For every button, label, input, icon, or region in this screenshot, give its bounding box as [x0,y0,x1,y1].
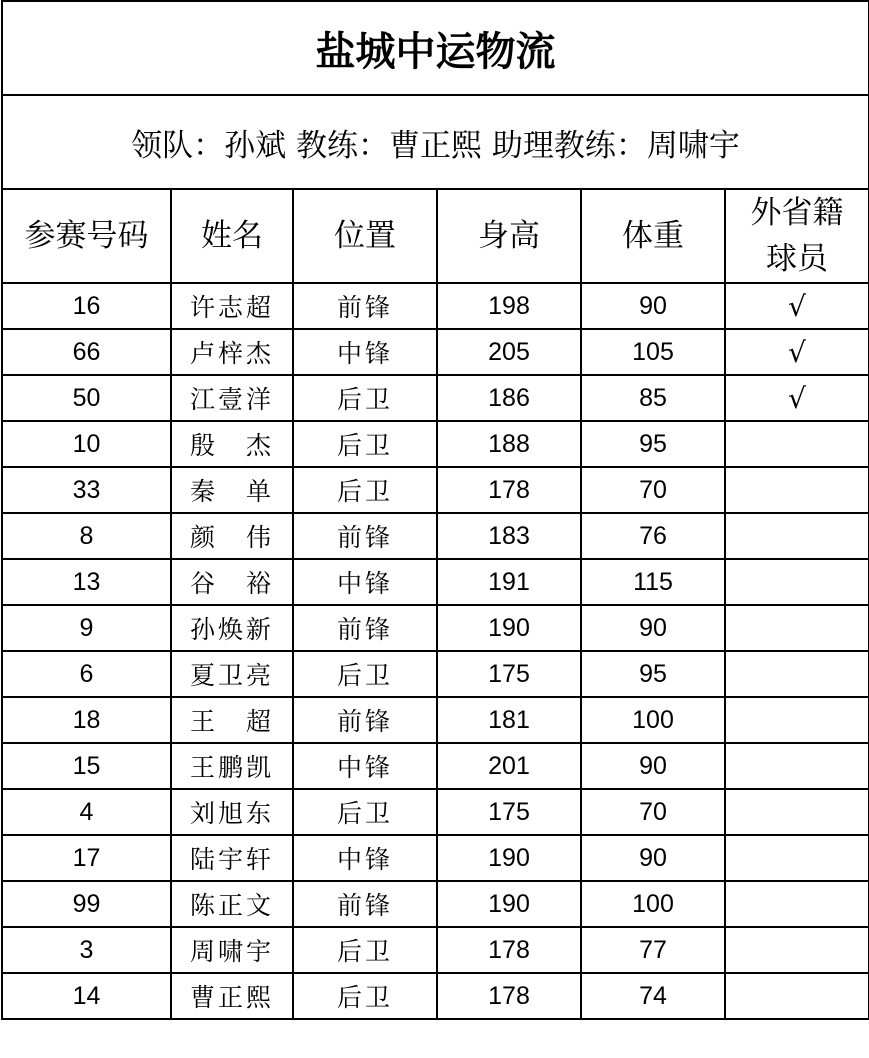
cell-position: 前锋 [293,881,437,927]
cell-number: 17 [2,835,171,881]
cell-position: 中锋 [293,559,437,605]
cell-out-of-province [725,467,869,513]
cell-weight: 70 [581,789,725,835]
cell-height: 178 [437,927,581,973]
cell-number: 15 [2,743,171,789]
cell-out-of-province [725,421,869,467]
cell-name: 陈正文 [171,881,293,927]
cell-weight: 100 [581,881,725,927]
cell-name: 卢梓杰 [171,329,293,375]
cell-weight: 90 [581,743,725,789]
cell-position: 中锋 [293,329,437,375]
table-row [2,605,869,651]
cell-position: 后卫 [293,789,437,835]
table-row [2,421,869,467]
cell-number: 66 [2,329,171,375]
cell-position: 后卫 [293,973,437,1019]
table-row [2,789,869,835]
cell-out-of-province: √ [725,283,869,329]
table-row [2,283,869,329]
cell-number: 18 [2,697,171,743]
table-row [2,559,869,605]
cell-out-of-province [725,927,869,973]
table-row [2,467,869,513]
cell-position: 前锋 [293,513,437,559]
cell-position: 前锋 [293,697,437,743]
cell-out-of-province [725,789,869,835]
cell-name: 谷 裕 [171,559,293,605]
cell-weight: 90 [581,835,725,881]
cell-name: 许志超 [171,283,293,329]
cell-weight: 77 [581,927,725,973]
cell-out-of-province [725,651,869,697]
cell-position: 前锋 [293,605,437,651]
staff-row [2,95,869,189]
cell-height: 178 [437,973,581,1019]
table-row [2,927,869,973]
cell-number: 6 [2,651,171,697]
cell-name: 江壹洋 [171,375,293,421]
cell-weight: 90 [581,605,725,651]
table-row [2,375,869,421]
cell-name: 曹正熙 [171,973,293,1019]
title-row [2,1,869,95]
cell-height: 190 [437,605,581,651]
staff-line: 领队：孙斌 教练：曹正熙 助理教练：周啸宇 [2,95,869,189]
cell-weight: 74 [581,973,725,1019]
cell-height: 190 [437,835,581,881]
table-row [2,329,869,375]
table-row [2,881,869,927]
cell-name: 陆宇轩 [171,835,293,881]
cell-position: 前锋 [293,283,437,329]
cell-name: 颜 伟 [171,513,293,559]
cell-out-of-province: √ [725,329,869,375]
cell-number: 33 [2,467,171,513]
cell-height: 183 [437,513,581,559]
table-row [2,651,869,697]
cell-number: 16 [2,283,171,329]
cell-height: 175 [437,651,581,697]
cell-name: 夏卫亮 [171,651,293,697]
header-out-of-province [725,189,869,283]
cell-height: 205 [437,329,581,375]
header-height: 身高 [437,189,581,283]
cell-position: 后卫 [293,927,437,973]
cell-position: 中锋 [293,835,437,881]
cell-height: 191 [437,559,581,605]
cell-weight: 115 [581,559,725,605]
cell-number: 13 [2,559,171,605]
cell-out-of-province [725,559,869,605]
cell-out-of-province: √ [725,375,869,421]
header-row [2,189,869,283]
cell-number: 9 [2,605,171,651]
cell-height: 181 [437,697,581,743]
cell-number: 8 [2,513,171,559]
header-out-of-province-label: 外省籍球员 [750,195,844,277]
cell-weight: 95 [581,421,725,467]
cell-name: 刘旭东 [171,789,293,835]
header-name: 姓名 [171,189,293,283]
cell-height: 188 [437,421,581,467]
cell-name: 王 超 [171,697,293,743]
table-row [2,697,869,743]
cell-name: 周啸宇 [171,927,293,973]
cell-weight: 100 [581,697,725,743]
cell-out-of-province [725,881,869,927]
cell-name: 孙焕新 [171,605,293,651]
cell-out-of-province [725,513,869,559]
table-row [2,513,869,559]
cell-number: 50 [2,375,171,421]
cell-weight: 85 [581,375,725,421]
cell-name: 王鹏凯 [171,743,293,789]
cell-weight: 105 [581,329,725,375]
cell-out-of-province [725,973,869,1019]
table-row [2,835,869,881]
cell-name: 秦 单 [171,467,293,513]
cell-number: 4 [2,789,171,835]
cell-height: 190 [437,881,581,927]
cell-number: 99 [2,881,171,927]
header-number: 参赛号码 [2,189,171,283]
cell-position: 后卫 [293,375,437,421]
cell-position: 后卫 [293,651,437,697]
cell-out-of-province [725,835,869,881]
cell-height: 186 [437,375,581,421]
cell-number: 3 [2,927,171,973]
cell-weight: 70 [581,467,725,513]
cell-position: 后卫 [293,467,437,513]
cell-out-of-province [725,697,869,743]
cell-height: 175 [437,789,581,835]
cell-number: 14 [2,973,171,1019]
cell-out-of-province [725,743,869,789]
table-row [2,743,869,789]
cell-name: 殷 杰 [171,421,293,467]
cell-number: 10 [2,421,171,467]
cell-height: 201 [437,743,581,789]
cell-weight: 95 [581,651,725,697]
table-row [2,973,869,1019]
header-weight: 体重 [581,189,725,283]
cell-weight: 90 [581,283,725,329]
cell-height: 178 [437,467,581,513]
roster-table [1,0,869,1020]
team-title: 盐城中运物流 [2,1,869,95]
header-position: 位置 [293,189,437,283]
cell-out-of-province [725,605,869,651]
cell-position: 后卫 [293,421,437,467]
cell-weight: 76 [581,513,725,559]
cell-position: 中锋 [293,743,437,789]
cell-height: 198 [437,283,581,329]
